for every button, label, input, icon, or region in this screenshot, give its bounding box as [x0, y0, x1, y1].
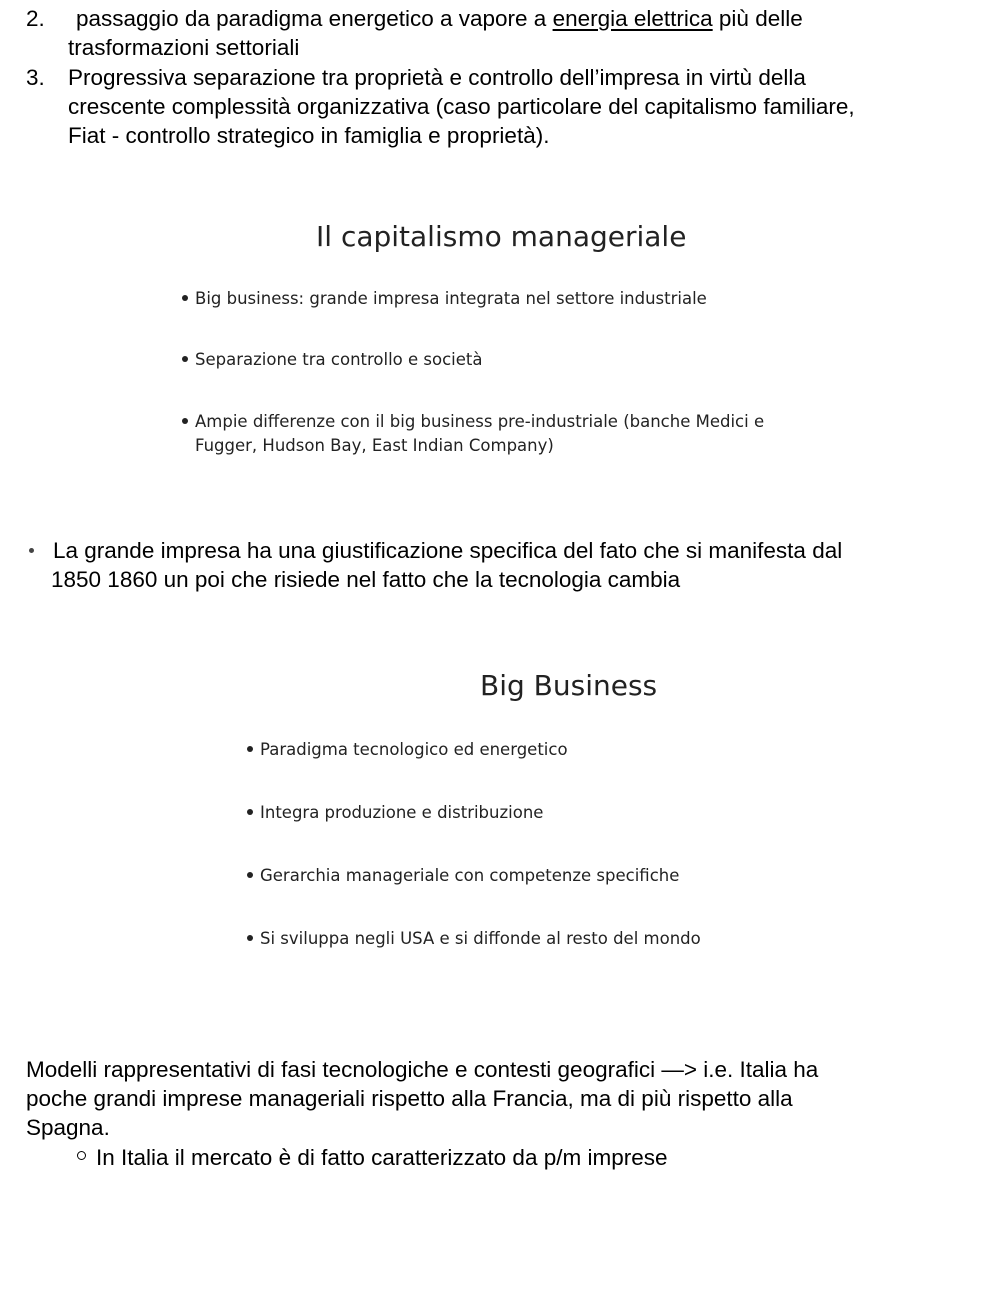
slide2-bullet-dot-1: [247, 746, 253, 752]
slide1-bullet-3-line2: Fugger, Hudson Bay, East Indian Company): [195, 436, 554, 455]
list-item-2-text-before: passaggio da paradigma energetico a vapore a: [76, 6, 553, 31]
list-item-2-line2: trasformazioni settoriali: [68, 35, 300, 60]
paragraph2-sub-item: In Italia il mercato è di fatto caratterizzato da p/m imprese: [96, 1145, 668, 1170]
slide2-bullet-4: Si sviluppa negli USA e si diffonde al resto del mondo: [260, 929, 701, 948]
list-item-3-line2: crescente complessità organizzativa (caso particolare del capitalismo familiare,: [68, 94, 855, 119]
paragraph1-line2: 1850 1860 un poi che risiede nel fatto che la tecnologia cambia: [51, 567, 681, 592]
list-item-2-text-after: più delle: [712, 6, 803, 31]
slide2-bullet-dot-2: [247, 809, 253, 815]
slide1-title: Il capitalismo manageriale: [316, 220, 687, 253]
paragraph1-line1: La grande impresa ha una giustificazione specifica del fato che si manifesta dal: [53, 538, 843, 563]
list-number-2: 2.: [26, 6, 45, 31]
slide1-bullet-2: Separazione tra controllo e società: [195, 350, 483, 369]
list-item-3-line1: Progressiva separazione tra proprietà e controllo dell’impresa in virtù della: [68, 65, 806, 90]
paragraph2-line3: Spagna.: [26, 1115, 110, 1140]
slide1-bullet-1: Big business: grande impresa integrata nel settore industriale: [195, 289, 707, 308]
slide2-bullet-2: Integra produzione e distribuzione: [260, 803, 544, 822]
list-number-3: 3.: [26, 65, 45, 90]
list-item-3-line3: Fiat - controllo strategico in famiglia e proprietà).: [68, 123, 550, 148]
slide1-bullet-dot-3: [182, 418, 188, 424]
slide2-bullet-3: Gerarchia manageriale con competenze specifiche: [260, 866, 680, 885]
slide2-bullet-dot-3: [247, 872, 253, 878]
slide1-bullet-dot-1: [182, 295, 188, 301]
slide1-bullet-3: Ampie differenze con il big business pre-industriale (banche Medici e: [195, 412, 765, 431]
paragraph2-line1: Modelli rappresentativi di fasi tecnologiche e contesti geografici —> i.e. Italia ha: [26, 1057, 819, 1082]
slide2-bullet-dot-4: [247, 935, 253, 941]
slide2-title: Big Business: [480, 669, 658, 702]
paragraph1-bullet-dot: [29, 548, 34, 553]
sub-item-ring-bullet: [77, 1151, 86, 1160]
energia-elettrica-link[interactable]: energia elettrica: [552, 6, 713, 31]
slide2-bullet-1: Paradigma tecnologico ed energetico: [260, 740, 568, 759]
list-item-2-line1: [76, 4, 803, 33]
slide1-bullet-dot-2: [182, 356, 188, 362]
paragraph2-line2: poche grandi imprese manageriali rispetto alla Francia, ma di più rispetto alla: [26, 1086, 793, 1111]
